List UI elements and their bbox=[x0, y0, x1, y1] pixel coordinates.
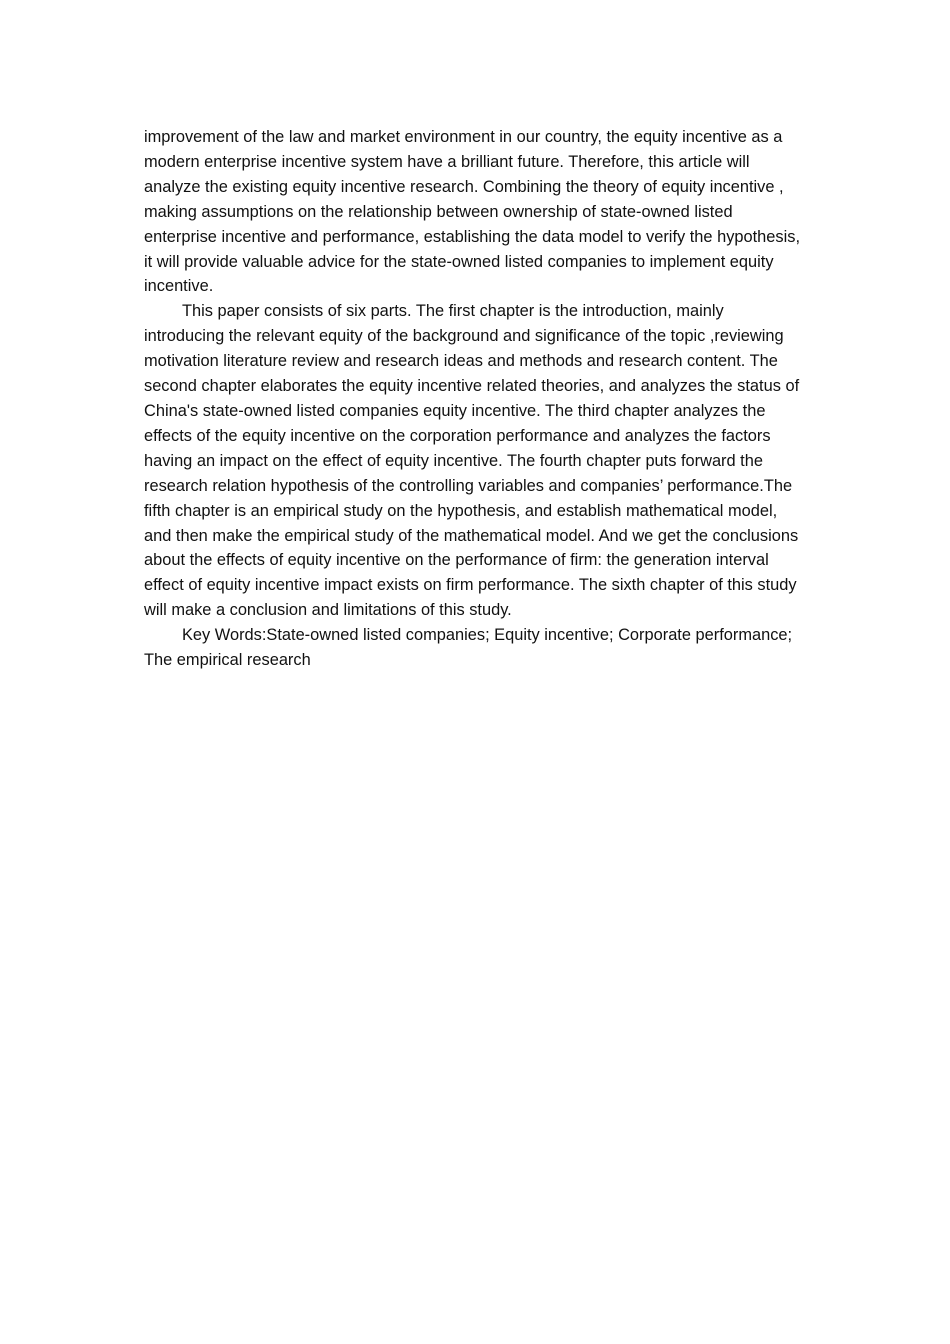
abstract-text-block bbox=[144, 125, 808, 673]
abstract-paragraph-structure: This paper consists of six parts. The first chapter is the introduction, mainly introducing the relevant equity of the background and significance of the topic ,reviewing motivation literature review and research ideas and methods and research content. The second chapter elaborates the equity incentive related theories, and analyzes the status of China's state-owned listed companies equity incentive. The third chapter analyzes the effects of the equity incentive on the corporation performance and analyzes the factors having an impact on the effect of equity incentive. The fourth chapter puts forward the research relation hypothesis of the controlling variables and companies’ performance.The fifth chapter is an empirical study on the hypothesis, and establish mathematical model, and then make the empirical study of the mathematical model. And we get the conclusions about the effects of equity incentive on the performance of firm: the generation interval effect of equity incentive impact exists on firm performance. The sixth chapter of this study will make a conclusion and limitations of this study. bbox=[144, 302, 800, 620]
keywords-paragraph: Key Words:State-owned listed companies; Equity incentive; Corporate performance; The empirical research bbox=[144, 626, 793, 670]
abstract-paragraph-continuation: improvement of the law and market environment in our country, the equity incentive as a modern enterprise incentive system have a brilliant future. Therefore, this article will analyze the existing equity incentive research. Combining the theory of equity incentive , making assumptions on the relationship between ownership of state-owned listed enterprise incentive and performance, establishing the data model to verify the hypothesis, it will provide valuable advice for the state-owned listed companies to implement equity incentive. bbox=[144, 128, 801, 296]
